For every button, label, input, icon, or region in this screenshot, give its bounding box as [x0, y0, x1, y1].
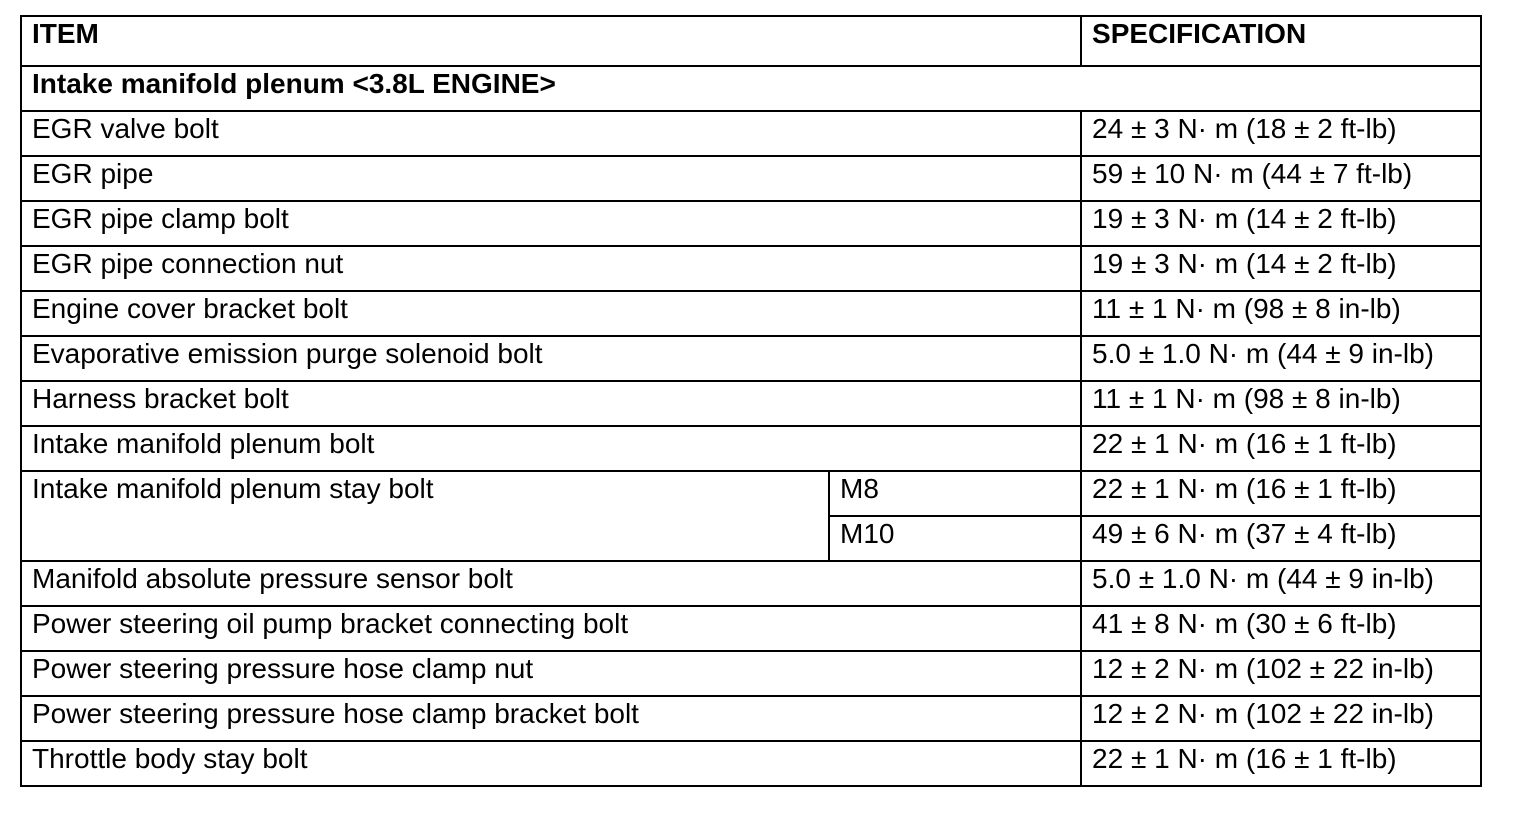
- table-row: [21, 426, 1481, 471]
- section-row: [21, 66, 1481, 111]
- spec-cell: 5.0 ± 1.0 N· m (44 ± 9 in-lb): [1081, 561, 1481, 606]
- spec-cell: 22 ± 1 N· m (16 ± 1 ft-lb): [1081, 426, 1481, 471]
- table-row: [21, 246, 1481, 291]
- size-cell: M10: [829, 516, 1081, 561]
- table-row: [21, 201, 1481, 246]
- spec-cell: 19 ± 3 N· m (14 ± 2 ft-lb): [1081, 246, 1481, 291]
- item-cell: Evaporative emission purge solenoid bolt: [21, 336, 1081, 381]
- header-row: [21, 16, 1481, 66]
- item-cell: Engine cover bracket bolt: [21, 291, 1081, 336]
- table-row: [21, 471, 1481, 516]
- header-specification: SPECIFICATION: [1081, 16, 1481, 66]
- item-cell: EGR pipe connection nut: [21, 246, 1081, 291]
- header-item: ITEM: [21, 16, 1081, 66]
- spec-cell: 22 ± 1 N· m (16 ± 1 ft-lb): [1081, 471, 1481, 516]
- table-row: [21, 111, 1481, 156]
- item-cell: EGR pipe: [21, 156, 1081, 201]
- table-row: [21, 696, 1481, 741]
- spec-cell: 11 ± 1 N· m (98 ± 8 in-lb): [1081, 381, 1481, 426]
- table-row: [21, 651, 1481, 696]
- item-cell: Harness bracket bolt: [21, 381, 1081, 426]
- table-row: [21, 561, 1481, 606]
- table-row: [21, 381, 1481, 426]
- item-cell: EGR pipe clamp bolt: [21, 201, 1081, 246]
- item-cell: Manifold absolute pressure sensor bolt: [21, 561, 1081, 606]
- table-body: [21, 16, 1481, 786]
- torque-spec-table: [20, 15, 1482, 787]
- size-cell: M8: [829, 471, 1081, 516]
- spec-cell: 12 ± 2 N· m (102 ± 22 in-lb): [1081, 696, 1481, 741]
- table-row: [21, 291, 1481, 336]
- spec-cell: 11 ± 1 N· m (98 ± 8 in-lb): [1081, 291, 1481, 336]
- item-cell: EGR valve bolt: [21, 111, 1081, 156]
- item-cell: Power steering pressure hose clamp nut: [21, 651, 1081, 696]
- item-cell: Power steering pressure hose clamp bracket bolt: [21, 696, 1081, 741]
- item-cell: Intake manifold plenum bolt: [21, 426, 1081, 471]
- item-cell: Power steering oil pump bracket connecting bolt: [21, 606, 1081, 651]
- spec-cell: 49 ± 6 N· m (37 ± 4 ft-lb): [1081, 516, 1481, 561]
- spec-cell: 19 ± 3 N· m (14 ± 2 ft-lb): [1081, 201, 1481, 246]
- table-row: [21, 156, 1481, 201]
- table-row: [21, 741, 1481, 786]
- spec-cell: 24 ± 3 N· m (18 ± 2 ft-lb): [1081, 111, 1481, 156]
- spec-cell: 22 ± 1 N· m (16 ± 1 ft-lb): [1081, 741, 1481, 786]
- table-row: [21, 336, 1481, 381]
- spec-cell: 5.0 ± 1.0 N· m (44 ± 9 in-lb): [1081, 336, 1481, 381]
- item-cell: Intake manifold plenum stay bolt: [21, 471, 829, 561]
- table-row: [21, 606, 1481, 651]
- spec-cell: 59 ± 10 N· m (44 ± 7 ft-lb): [1081, 156, 1481, 201]
- section-title: Intake manifold plenum <3.8L ENGINE>: [21, 66, 1481, 111]
- item-cell: Throttle body stay bolt: [21, 741, 1081, 786]
- spec-cell: 41 ± 8 N· m (30 ± 6 ft-lb): [1081, 606, 1481, 651]
- spec-cell: 12 ± 2 N· m (102 ± 22 in-lb): [1081, 651, 1481, 696]
